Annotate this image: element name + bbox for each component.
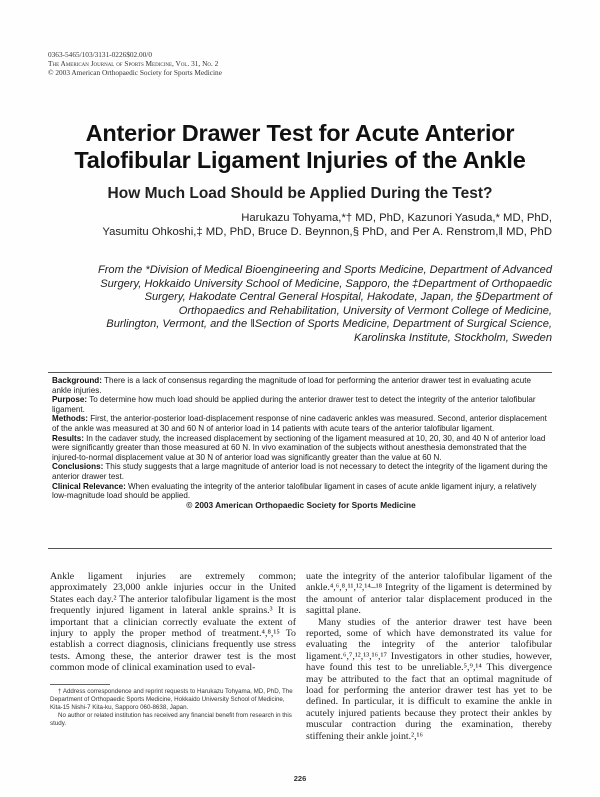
footnote: No author or related institution has received any financial benefit from research in this study. [50,712,292,727]
relevance-text: When evaluating the integrity of the anterior talofibular ligament in cases of acute ankle ligament injury, a relatively low-magnitude load should be applied. [52,481,537,501]
doi-line: 0363-5465/103/3131-0226$02.00/0 [48,50,152,59]
affiliation-line: Surgery, Hokkaido University School of Medicine, Sapporo, the ‡Department of Orthopaedic [100,277,552,290]
methods-label: Methods: [52,414,88,424]
abstract-purpose [52,395,550,414]
results-text: In the cadaver study, the increased displacement by sectioning of the ligament measured at 10, 20, 30, and 40 N of anterior load were significantly greater than those measured at 60 N. In vivo examination of the subjects without anesthesia demonstrated that the injured-to-normal displacement value at 30 N of anterior load was significantly greater than the value at 60 N. [52,433,546,462]
article-subtitle: How Much Load Should be Applied During the Test? [107,185,493,202]
body-paragraph: uate the integrity of the anterior talofibular ligament of the ankle.⁴,⁶,⁸,¹¹,¹²,¹⁴–¹⁸ Integrity of the ligament is determined by the amount of anterior talar displacement produced in the sagittal plane. [306,571,552,617]
results-label: Results: [52,433,84,443]
abstract-results [52,434,550,463]
relevance-label: Clinical Relevance: [52,481,126,491]
abstract-relevance [52,482,550,501]
affiliation-line: Surgery, Hakodate Central General Hospital, Hakodate, Japan, the §Department of [144,291,552,304]
purpose-label: Purpose: [52,395,88,405]
footnote: † Address correspondence and reprint requests to Harukazu Tohyama, MD, PhD, The Department of Orthopaedic Sports Medicine, Hokkaido University School of Medicine, Kita-15 Nishi-7 Kita-ku, Sapporo 060-8638, Japan. [50,688,293,711]
abstract-background [52,376,550,395]
background-label: Background: [52,376,102,385]
affiliation-line: Burlington, Vermont, and the ‖Section of Sports Medicine, Department of Surgical Science, [106,318,552,331]
abstract-conclusions [52,462,550,481]
title-line-2: Talofibular Ligament Injuries of the Ankle [74,147,526,173]
conclusions-label: Conclusions: [52,462,104,472]
abstract-copyright: © 2003 American Orthopaedic Society for Sports Medicine [186,499,416,510]
article-title [40,120,560,174]
affiliation-line: Orthopaedics and Rehabilitation, University of Vermont College of Medicine, [178,304,552,317]
methods-text: First, the anterior-posterior load-displacement response of nine cadaveric ankles was measured. Second, anterior displacement of the ankle was measured at 30 and 60 N of anterior load in 14 patients with acute tears of the anterior talofibular ligament. [52,414,547,433]
abstract-bottom-rule [48,548,552,549]
conclusions-text: This study suggests that a large magnitude of anterior load is not necessary to detect the integrity of the ligament during the anterior drawer test. [52,462,548,481]
footnotes [50,688,296,728]
affiliations [32,264,552,346]
abstract-top-rule [48,372,552,373]
affiliation-line: From the *Division of Medical Bioengineering and Sports Medicine, Department of Advanced [97,264,552,276]
authors-line-2: Yasumitu Ohkoshi,‡ MD, PhD, Bruce D. Beynnon,§ PhD, and Per A. Renstrom,‖ MD, PhD [102,226,552,238]
affiliation-line: Karolinska Institute, Stockholm, Sweden [354,331,552,344]
body-paragraph: Many studies of the anterior drawer test have been reported, some of which have demonstrated its value for evaluating the integrity of the anterior talofibular ligament.⁶,⁷,¹²,¹³,¹⁶,¹⁷ Investigators in other studies, however, have found this test to be unreliable.⁵,⁹,¹⁴ This divergence may be attributed to the fact that an optimal magnitude of load for performing the anterior drawer test has yet to be defined. In particular, it is difficult to examine the ankle in acutely injured patients because they protect their ankles by muscular contraction during the examination, thereby stiffening their ankle joint.²,¹⁶ [306,616,552,742]
authors-line-1: Harukazu Tohyama,*† MD, PhD, Kazunori Yasuda,* MD, PhD, [241,212,552,224]
body-column-left [50,571,296,674]
page-number: 226 [293,774,307,783]
footnote-rule [50,684,110,685]
author-list [32,211,552,239]
abstract [52,376,550,510]
body-paragraph: Ankle ligament injuries are extremely common; approximately 23,000 ankle injuries occur in the United States each day.² The anterior talofibular ligament is the most frequently injured ligament in lateral ankle sprains.³ It is important that a clinician correctly evaluate the extent of injury to apply the proper method of treatment.⁴,⁸,¹⁵ To establish a correct diagnosis, clinicians frequently use stress tests. Among these, the anterior drawer test is the most common mode of clinical examination used to eval- [50,571,296,674]
journal-meta [48,50,468,77]
journal-line: The American Journal of Sports Medicine, Vol. 31, No. 2 [48,59,219,68]
body-column-right [306,571,552,742]
abstract-methods [52,414,550,433]
title-line-1: Anterior Drawer Test for Acute Anterior [85,120,515,146]
copyright-line: © 2003 American Orthopaedic Society for Sports Medicine [48,68,222,77]
background-text: There is a lack of consensus regarding the magnitude of load for performing the anterior drawer test in evaluating acute ankle injuries. [52,376,531,395]
purpose-text: To determine how much load should be applied during the anterior drawer test to detect the integrity of the anterior talofibular ligament. [52,395,536,414]
